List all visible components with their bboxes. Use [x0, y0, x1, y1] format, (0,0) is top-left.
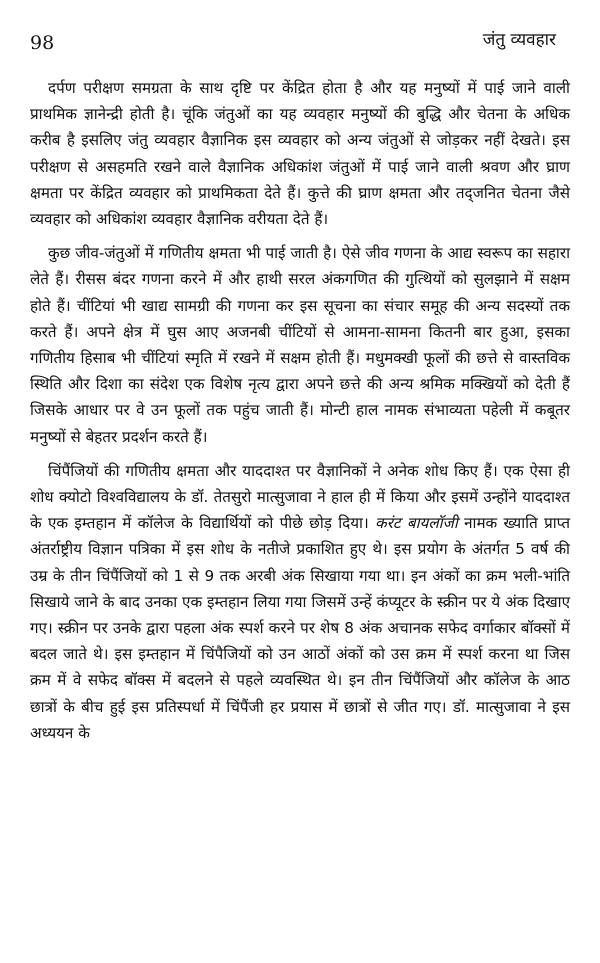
journal-name: करंट बायलॉजी [375, 514, 458, 533]
paragraph-animal-math: कुछ जीव-जंतुओं में गणितीय क्षमता भी पाई जाती है। ऐसे जीव गणना के आद्य स्वरूप का सहारा लेते हैं। रीसस बंदर गणना करने में और हाथी सरल अंकगणित की गुत्थियों को सुलझाने में सक्षम होते हैं। चींटियां भी खाद्य सामग्री की गणना कर इस सूचना का संचार समूह की अन्य सदस्यों तक करते हैं। अपने क्षेत्र में घुस आए अजनबी चींटियों से आमना-सामना कितनी बार हुआ, इसका गणितीय हिसाब भी चींटियां स्मृति में रखने में सक्षम होती हैं। मधुमक्खी फूलों की छत्ते से वास्तविक स्थिति और दिशा का संदेश एक विशेष नृत्य द्वारा अपने छत्ते की अन्य श्रमिक मक्खियों को देती हैं जिसके आधार पर वे उन फूलों तक पहुंच जाती हैं। मोन्टी हाल नामक संभाव्यता पहेली में कबूतर मनुष्यों से बेहतर प्रदर्शन करते हैं। [30, 244, 570, 446]
paragraph-text-part: नामक ख्याति प्राप्त अंतर्राष्ट्रीय विज्ञान पत्रिका में इस शोध के नतीजे प्रकाशित हुए थे। इस प्रयोग के अंतर्गत 5 वर्ष की उम्र के तीन चिंपैंजियों को 1 से 9 तक अरबी अंक सिखाया गया था। इन अंकों का क्रम भली-भांति सिखाये जाने के बाद उनका एक इम्तहान लिया गया जिसमें उन्हें कंप्यूटर के स्क्रीन पर ये अंक दिखाए गए। स्क्रीन पर उनके द्वारा पहला अंक स्पर्श करने पर शेष 8 अंक अचानक सफेद वर्गाकार बॉक्सों में बदल जाते थे। इस इम्तहान में चिंपैजियों को उन आठों अंकों को उस क्रम में स्पर्श करना था जिस क्रम में वे सफेद बॉक्स में बदलने से पहले व्यवस्थित थे। इन तीन चिंपैंजियों और कॉलेज के आठ छात्रों के बीच हुई इस प्रतिस्पर्धा में चिंपैंजी हर प्रयास में छात्रों से जीत गए। डॉ. मात्सुजावा ने इस अध्ययन के [30, 514, 570, 742]
page-number: 98 [30, 32, 55, 54]
paragraph-mirror-test: दर्पण परीक्षण समग्रता के साथ दृष्टि पर केंद्रित होता है और यह मनुष्यों में पाई जाने वाली प्राथमिक ज्ञानेन्द्री होती है। चूंकि जंतुओं का यह व्यवहार मनुष्यों की बुद्धि और चेतना के अधिक करीब है इसलिए जंतु व्यवहार वैज्ञानिक इस व्यवहार को अन्य जंतुओं से जोड़कर नहीं देखते। इस परीक्षण से असहमति रखने वाले वैज्ञानिक अधिकांश जंतुओं में पाई जाने वाली श्रवण और घ्राण क्षमता पर केंद्रित व्यवहार को प्राथमिकता देते हैं। कुत्ते की घ्राण क्षमता और तद्‌जनित चेतना जैसे व्यवहार को अधिकांश व्यवहार वैज्ञानिक वरीयता देते हैं। [30, 79, 570, 229]
running-title: जंतु व्यवहार [482, 30, 556, 50]
body-text [30, 75, 570, 754]
paragraph-text-part: चिंपैंजियों की गणितीय क्षमता और याददाश्त पर वैज्ञानिकों ने अनेक शोध किए हैं। एक ऐसा ही शोध क्योटो विश्वविद्यालय के डॉ. तेतसुरो मात्सुजावा ने हाल ही में किया और इसमें उन्होंने याददाश्त के एक इम्तहान में कॉलेज के विद्यार्थियों को पीछे छोड़ दिया। [30, 461, 570, 533]
paragraph-chimpanzee-study [30, 458, 570, 746]
